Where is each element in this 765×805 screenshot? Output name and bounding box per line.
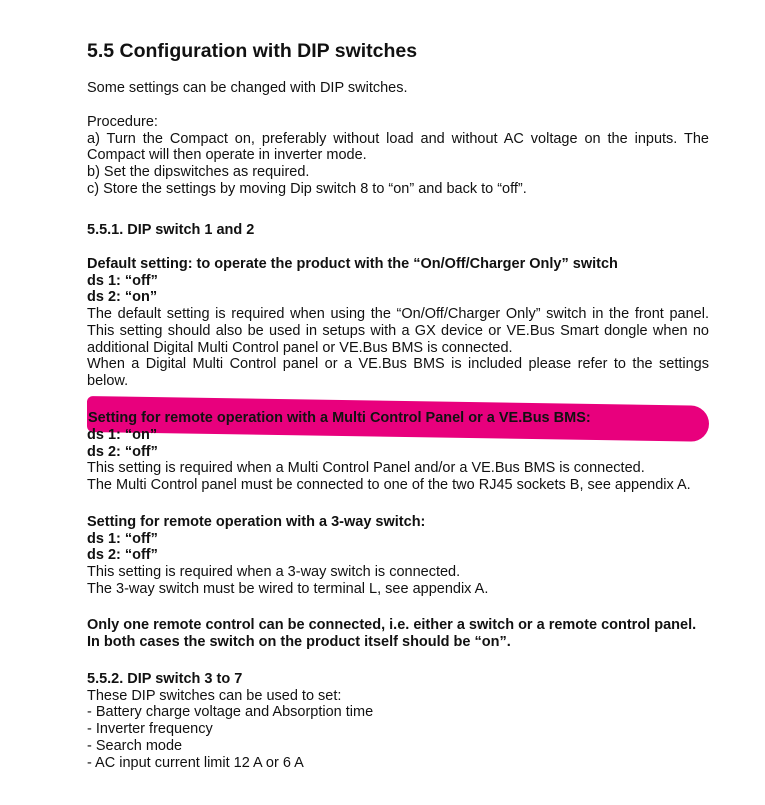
list-item: - Inverter frequency	[87, 721, 213, 738]
three-way-block: Setting for remote operation with a 3-way switch: ds 1: “off” ds 2: “off” This setting is required when a 3-way switch is connected. The 3-way switch must be wired to terminal L, see appendix A.	[87, 514, 709, 598]
ds1-value: ds 1: “off”	[87, 530, 158, 547]
remote-panel-title-block	[88, 410, 710, 427]
subsection-552-title: 5.5.2. DIP switch 3 to 7	[87, 671, 243, 687]
procedure-step-c: c) Store the settings by moving Dip switch 8 to “on” and back to “off”.	[87, 180, 527, 197]
default-setting-title: Default setting: to operate the product with the “On/Off/Charger Only” switch	[87, 256, 618, 272]
remote-panel-title: Setting for remote operation with a Multi Control Panel or a VE.Bus BMS:	[88, 410, 591, 426]
list-item: - AC input current limit 12 A or 6 A	[87, 754, 304, 771]
subsection-551-title: 5.5.1. DIP switch 1 and 2	[87, 222, 255, 238]
procedure-block	[87, 114, 709, 198]
list-item: - Battery charge voltage and Absorption time	[87, 704, 374, 721]
three-way-title: Setting for remote operation with a 3-way switch:	[87, 514, 426, 530]
list-item: - Search mode	[87, 737, 183, 754]
subsection-552-block: 5.5.2. DIP switch 3 to 7 These DIP switches can be used to set: - Battery charge voltage and Absorption time - Inverter frequency - Search mode - AC input current limit 12 A or 6 A	[87, 671, 709, 771]
procedure-step-a-cont: Compact will then operate in inverter mode.	[87, 147, 367, 164]
section-heading: 5.5 Configuration with DIP switches	[87, 40, 418, 62]
procedure-step-a: a) Turn the Compact on, preferably without load and without AC voltage on the inputs. The	[87, 130, 709, 147]
ds2-value: ds 2: “off”	[87, 547, 158, 564]
procedure-step-b: b) Set the dipswitches as required.	[87, 164, 310, 181]
ds2-value: ds 2: “off”	[87, 443, 158, 460]
remote-panel-block: ds 1: “on” ds 2: “off” This setting is required when a Multi Control Panel and/or a VE.Bus BMS is connected. The Multi Control panel must be connected to one of the two RJ45 sockets B, see appendix A.	[87, 427, 709, 494]
default-setting-block: Default setting: to operate the product with the “On/Off/Charger Only” switch ds 1: “off” ds 2: “on” The default setting is required when using the “On/Off/Charger Only” switch in the front panel. This setting should also be used in setups with a GX device or VE.Bus Smart dongle when no additional Digital Multi Control panel or VE.Bus BMS is connected. When a Digital Multi Control panel or a VE.Bus BMS is included please refer to the settings below.	[87, 256, 709, 389]
ds1-value: ds 1: “off”	[87, 272, 158, 289]
procedure-label: Procedure:	[87, 114, 158, 130]
intro-paragraph: Some settings can be changed with DIP switches.	[87, 80, 408, 96]
ds2-value: ds 2: “on”	[87, 289, 158, 306]
ds1-value: ds 1: “on”	[87, 427, 158, 443]
remote-note-block: Only one remote control can be connected, i.e. either a switch or a remote control panel. In both cases the switch on the product itself should be “on”.	[87, 617, 697, 650]
